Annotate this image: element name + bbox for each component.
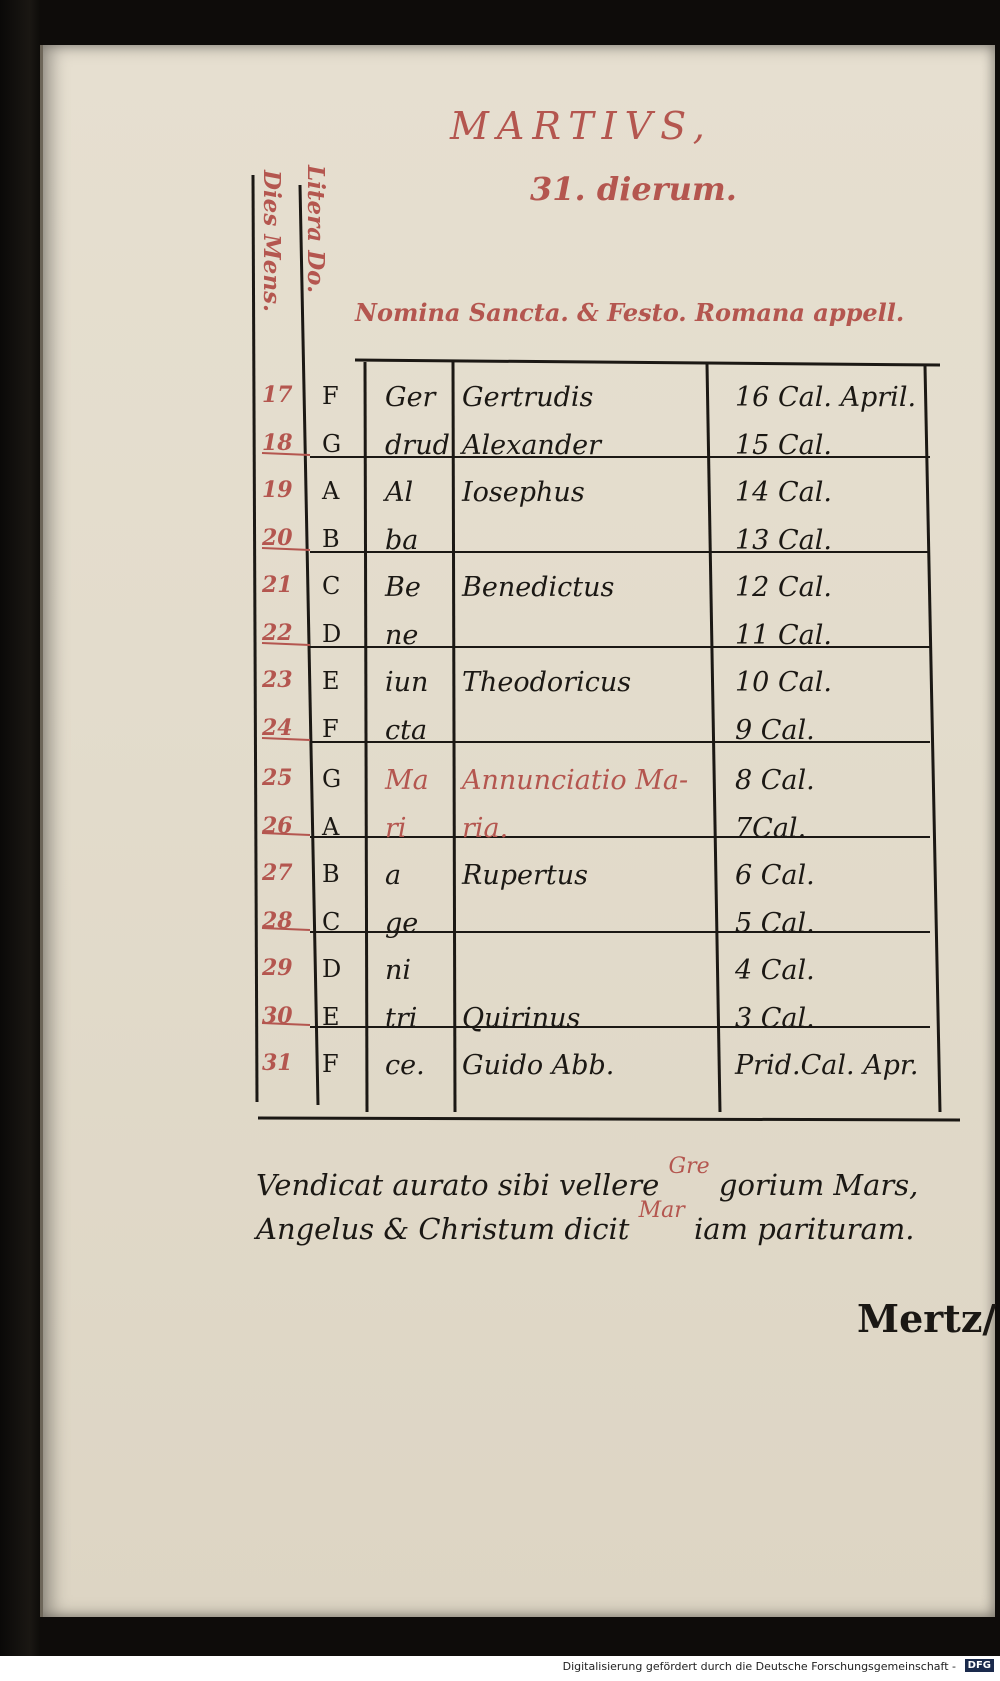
dominical-letter: D xyxy=(322,955,342,983)
saint-name: Iosephus xyxy=(462,477,585,508)
verse-line-2 xyxy=(256,1198,915,1246)
cisiojanus-syllable: ce. xyxy=(385,1050,425,1081)
verse-1-start: Vendicat aurato sibi vellere xyxy=(256,1168,669,1202)
cisiojanus-syllable: cta xyxy=(385,714,428,746)
cisiojanus-syllable: ne xyxy=(385,619,419,651)
day-number: 25 xyxy=(262,765,293,791)
day-number: 26 xyxy=(262,812,293,839)
saint-name: Guido Abb. xyxy=(462,1050,615,1081)
verse-line-1 xyxy=(256,1154,919,1202)
calends-date: 13 Cal. xyxy=(735,524,832,556)
day-number: 18 xyxy=(262,429,293,456)
dominical-letter: A xyxy=(322,477,340,505)
dominical-letter: G xyxy=(322,429,342,458)
verse-2-start: Angelus & Christum dicit xyxy=(256,1212,639,1246)
dominical-letter: D xyxy=(322,619,342,648)
saint-name: Annunciatio Ma- xyxy=(462,765,689,796)
day-number: 23 xyxy=(262,667,293,693)
day-number: 17 xyxy=(262,382,293,408)
dominical-letter: C xyxy=(322,572,341,600)
day-number: 30 xyxy=(262,1002,293,1029)
catchword: Mertz/ xyxy=(857,1296,997,1341)
saint-name: Rupertus xyxy=(462,860,588,891)
day-number: 29 xyxy=(262,955,293,981)
column-label-nomina: Nomina Sancta. & Festo. Romana appell. xyxy=(355,298,905,327)
calends-date: 11 Cal. xyxy=(735,619,832,651)
dominical-letter: F xyxy=(322,714,339,743)
dfg-logo: DFG xyxy=(965,1659,994,1672)
dominical-letter: G xyxy=(322,765,342,793)
calends-date: 3 Cal. xyxy=(735,1002,815,1034)
cisiojanus-syllable: a xyxy=(385,860,402,891)
day-number: 24 xyxy=(262,714,293,741)
calends-date: 15 Cal. xyxy=(735,429,832,461)
digitization-footer xyxy=(0,1656,1000,1681)
calends-date: 9 Cal. xyxy=(735,714,815,746)
saint-name: Gertrudis xyxy=(462,382,594,413)
day-number: 21 xyxy=(262,572,293,598)
dominical-letter: C xyxy=(322,907,341,936)
verse-1-end: gorium Mars, xyxy=(709,1168,919,1202)
day-number: 19 xyxy=(262,477,293,503)
dominical-letter: F xyxy=(322,1050,339,1078)
dominical-letter: B xyxy=(322,524,340,553)
calends-date: 4 Cal. xyxy=(735,955,815,986)
cisiojanus-syllable: Ger xyxy=(385,382,436,413)
month-subtitle: 31. dierum. xyxy=(530,170,737,208)
dominical-letter: E xyxy=(322,1002,340,1031)
cisiojanus-syllable: iun xyxy=(385,667,429,698)
saint-name: ria. xyxy=(462,812,509,844)
month-title: MARTIVS, xyxy=(450,104,713,148)
calends-date: Prid.Cal. Apr. xyxy=(735,1050,919,1081)
cisiojanus-syllable: ge xyxy=(385,907,419,939)
cisiojanus-syllable: tri xyxy=(385,1002,418,1034)
dominical-letter: A xyxy=(322,812,340,841)
dominical-letter: B xyxy=(322,860,340,888)
dominical-letter: F xyxy=(322,382,339,410)
verse-1-red-syllable: Gre xyxy=(668,1154,710,1179)
dominical-letter: E xyxy=(322,667,340,695)
day-number: 27 xyxy=(262,860,293,886)
cisiojanus-syllable: ni xyxy=(385,955,412,986)
saint-name: Alexander xyxy=(462,429,601,461)
saint-name: Theodoricus xyxy=(462,667,632,698)
cisiojanus-syllable: Al xyxy=(385,477,414,508)
verse-2-red-syllable: Mar xyxy=(638,1198,685,1223)
calends-date: 5 Cal. xyxy=(735,907,815,939)
day-number: 20 xyxy=(262,524,293,551)
calends-date: 10 Cal. xyxy=(735,667,832,698)
cisiojanus-syllable: drud xyxy=(385,429,450,461)
cisiojanus-syllable: Be xyxy=(385,572,421,603)
column-label-dies: Dies Mens. xyxy=(258,170,285,313)
verse-2-end: iam parituram. xyxy=(684,1212,915,1246)
calends-date: 7Cal. xyxy=(735,812,807,844)
day-number: 22 xyxy=(262,619,293,646)
day-number: 31 xyxy=(262,1050,293,1076)
calends-date: 6 Cal. xyxy=(735,860,815,891)
day-number: 28 xyxy=(262,907,293,934)
calends-date: 12 Cal. xyxy=(735,572,832,603)
saint-name: Benedictus xyxy=(462,572,615,603)
calends-date: 14 Cal. xyxy=(735,477,832,508)
calends-date: 16 Cal. April. xyxy=(735,382,917,413)
cisiojanus-syllable: ri xyxy=(385,812,407,844)
cisiojanus-syllable: ba xyxy=(385,524,419,556)
footer-text: Digitalisierung gefördert durch die Deutsche Forschungsgemeinschaft - xyxy=(562,1660,956,1673)
column-label-litera: Litera Do. xyxy=(302,165,329,294)
cisiojanus-syllable: Ma xyxy=(385,765,429,796)
saint-name: Quirinus xyxy=(462,1002,581,1034)
calends-date: 8 Cal. xyxy=(735,765,815,796)
